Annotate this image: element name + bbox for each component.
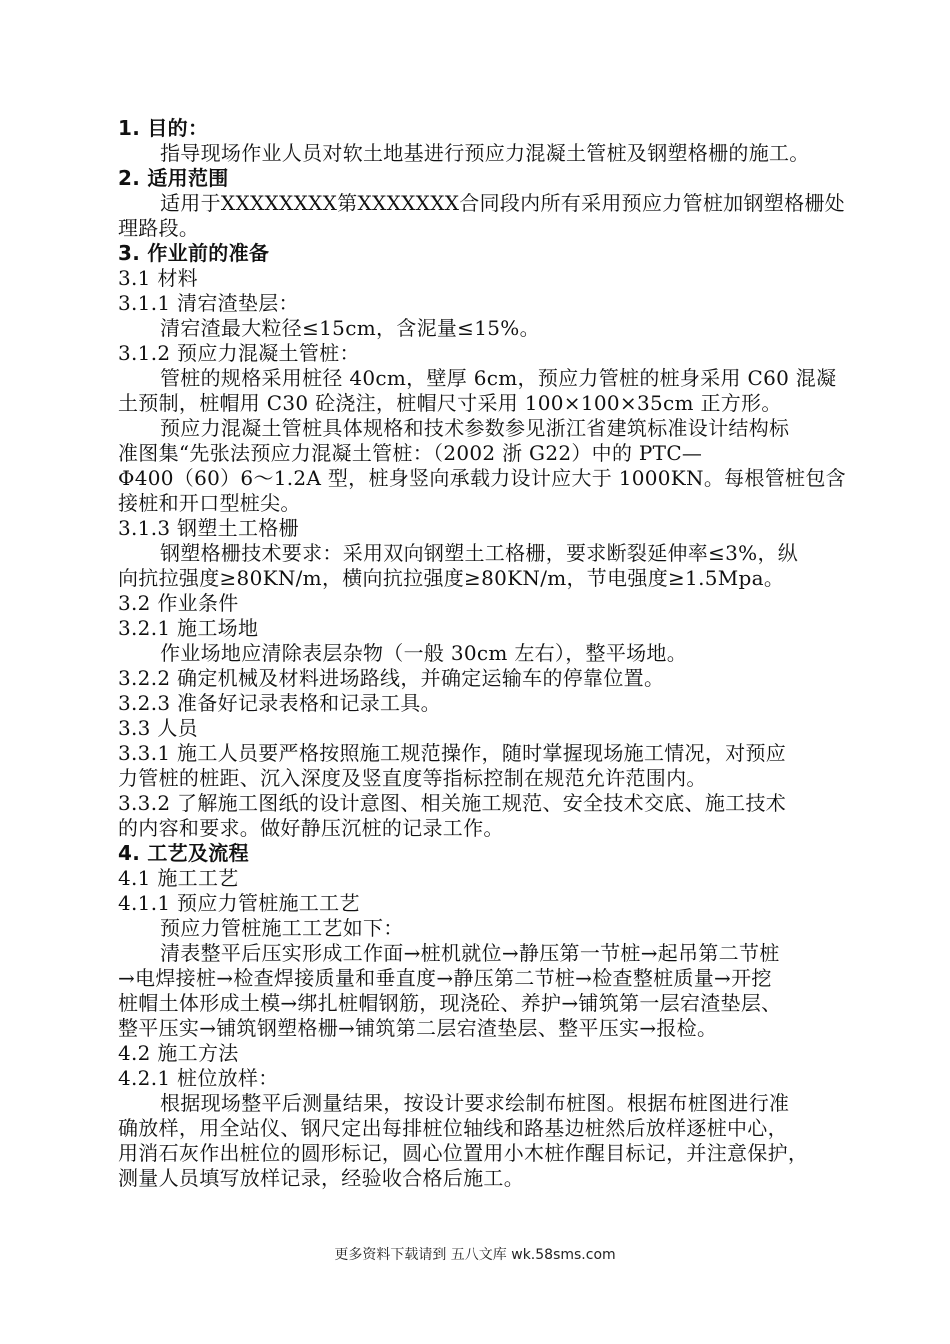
section-heading: 4. 工艺及流程 — [118, 841, 249, 865]
text-line: 用消石灰作出桩位的圆形标记，圆心位置用小木桩作醒目标记，并注意保护， — [118, 1141, 809, 1165]
text-line: 清宕渣最大粒径≤15cm，含泥量≤15%。 — [160, 316, 540, 340]
text-line: 3.2.2 确定机械及材料进场路线，并确定运输车的停靠位置。 — [118, 666, 665, 690]
text-line: 管桩的规格采用桩径 40cm，壁厚 6cm，预应力管桩的桩身采用 C60 混凝 — [160, 366, 837, 390]
text-line: 桩帽土体形成土模→绑扎桩帽钢筋，现浇砼、养护→铺筑第一层宕渣垫层、 — [118, 991, 782, 1015]
text-line: 测量人员填写放样记录，经验收合格后施工。 — [118, 1166, 524, 1190]
text-line: 3.3 人员 — [118, 716, 198, 740]
text-line: 3.2 作业条件 — [118, 591, 239, 615]
text-line: 3.1 材料 — [118, 266, 198, 290]
section-heading: 2. 适用范围 — [118, 166, 229, 190]
text-line: 理路段。 — [118, 216, 200, 240]
text-line: 3.1.3 钢塑土工格栅 — [118, 516, 299, 540]
text-line: 指导现场作业人员对软土地基进行预应力混凝土管桩及钢塑格栅的施工。 — [160, 141, 810, 165]
text-line: 3.3.2 了解施工图纸的设计意图、相关施工规范、安全技术交底、施工技术 — [118, 791, 787, 815]
footer-note: 更多资料下载请到 五八文库 wk.58sms.com — [334, 1247, 616, 1263]
text-line: 整平压实→铺筑钢塑格栅→铺筑第二层宕渣垫层、整平压实→报检。 — [118, 1016, 718, 1040]
text-line: 根据现场整平后测量结果，按设计要求绘制布桩图。根据布桩图进行准 — [160, 1091, 790, 1115]
text-line: 准图集“先张法预应力混凝土管桩：（2002 浙 G22）中的 PTC— — [118, 441, 703, 465]
text-line: 4.2.1 桩位放样： — [118, 1066, 279, 1090]
text-line: 作业场地应清除表层杂物（一般 30cm 左右），整平场地。 — [160, 641, 688, 665]
text-line: 3.2.1 施工场地 — [118, 616, 259, 640]
text-line: 钢塑格栅技术要求：采用双向钢塑土工格栅，要求断裂延伸率≤3%，纵 — [160, 541, 799, 565]
text-line: 3.1.1 清宕渣垫层： — [118, 291, 299, 315]
text-line: 接桩和开口型桩尖。 — [118, 491, 301, 515]
text-line: 清表整平后压实形成工作面→桩机就位→静压第一节桩→起吊第二节桩 — [160, 941, 780, 965]
document-body — [118, 116, 858, 1191]
text-line: 力管桩的桩距、沉入深度及竖直度等指标控制在规范允许范围内。 — [118, 766, 707, 790]
section-heading: 3. 作业前的准备 — [118, 241, 270, 265]
text-line: 适用于XXXXXXXX第XXXXXXX合同段内所有采用预应力管桩加钢塑格栅处 — [160, 191, 845, 215]
text-line: 确放样，用全站仪、钢尺定出每排桩位轴线和路基边桩然后放样逐桩中心， — [118, 1116, 788, 1140]
text-line: 4.1.1 预应力管桩施工工艺 — [118, 891, 360, 915]
text-line: 3.3.1 施工人员要严格按照施工规范操作，随时掌握现场施工情况，对预应 — [118, 741, 787, 765]
text-line: 预应力管桩施工工艺如下： — [160, 916, 404, 940]
text-line: Φ400（60）6～1.2A 型，桩身竖向承载力设计应大于 1000KN。每根管桩包含 — [118, 466, 846, 490]
section-heading: 1. 目的： — [118, 116, 209, 140]
text-line: 向抗拉强度≥80KN/m，横向抗拉强度≥80KN/m，节电强度≥1.5Mpa。 — [118, 566, 785, 590]
text-line: 预应力混凝土管桩具体规格和技术参数参见浙江省建筑标准设计结构标 — [160, 416, 790, 440]
text-line: 3.1.2 预应力混凝土管桩： — [118, 341, 360, 365]
text-line: 3.2.3 准备好记录表格和记录工具。 — [118, 691, 441, 715]
text-line: 4.2 施工方法 — [118, 1041, 239, 1065]
text-line: 4.1 施工工艺 — [118, 866, 239, 890]
text-line: 的内容和要求。做好静压沉桩的记录工作。 — [118, 816, 504, 840]
text-line: →电焊接桩→检查焊接质量和垂直度→静压第二节桩→检查整桩质量→开挖 — [118, 966, 772, 990]
text-line: 土预制，桩帽用 C30 砼浇注，桩帽尺寸采用 100×100×35cm 正方形。 — [118, 391, 782, 415]
